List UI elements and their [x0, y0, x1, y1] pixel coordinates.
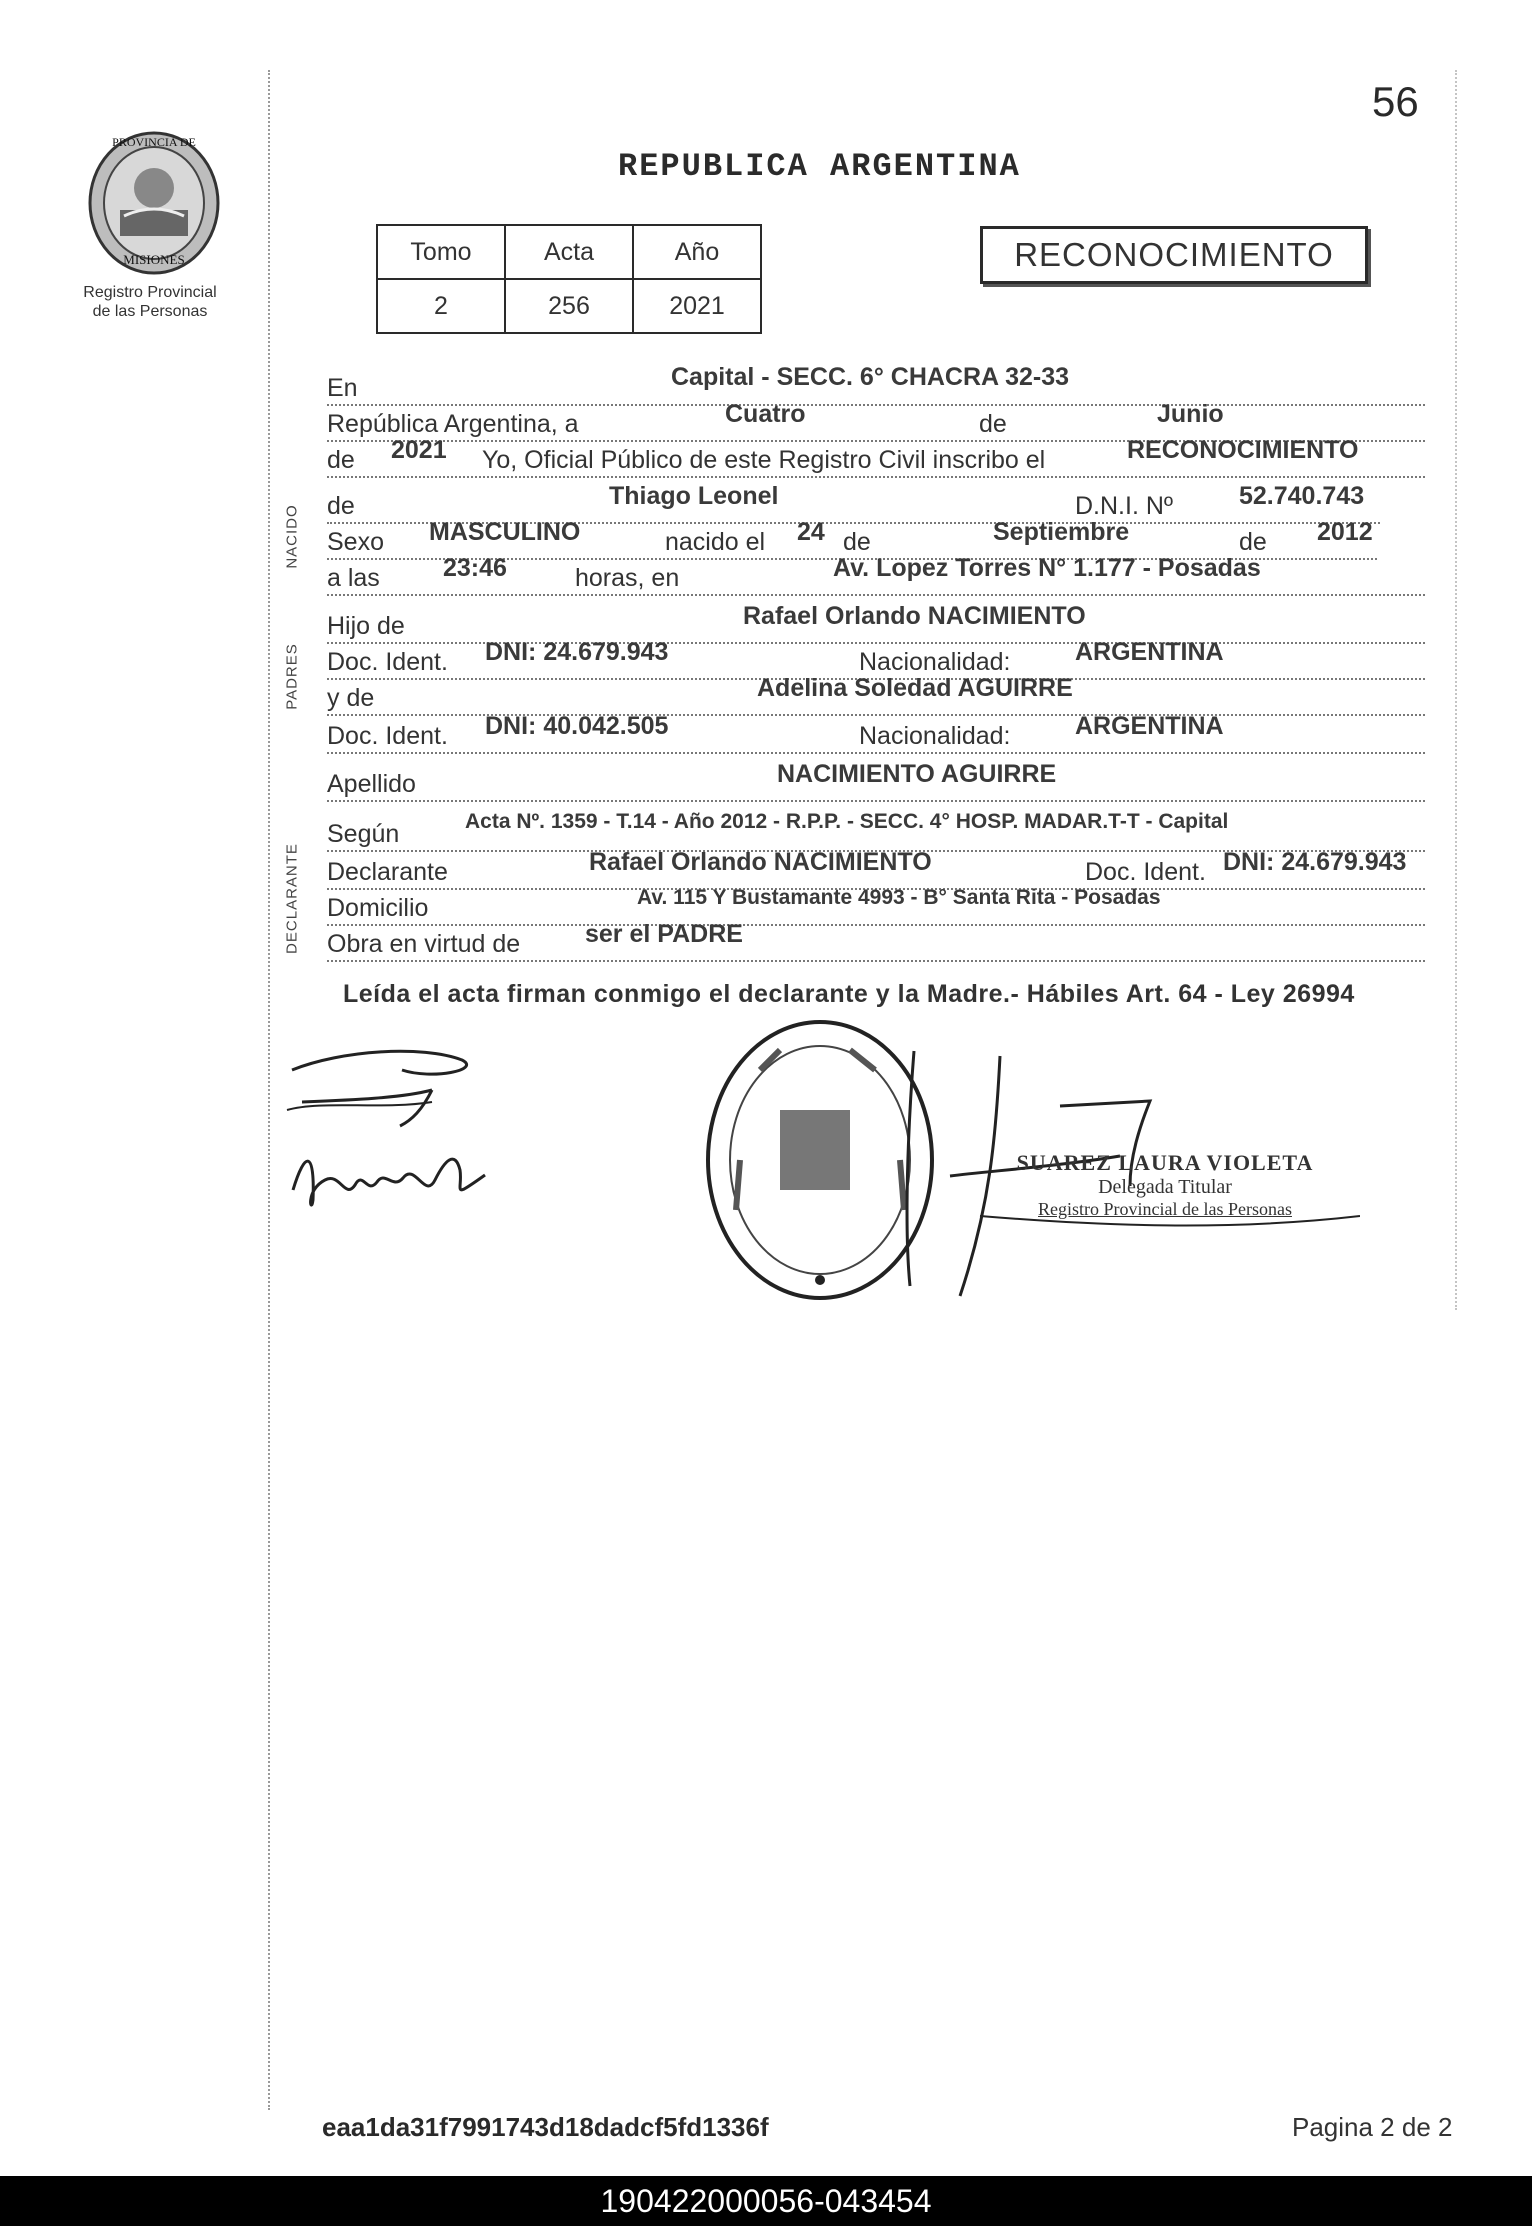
field-row-mother	[327, 674, 1425, 716]
document-hash: eaa1da31f7991743d18dadcf5fd1336f	[322, 2112, 769, 2142]
father-doc-value: DNI: 24.679.943	[485, 638, 669, 666]
a-las-label: a las	[327, 564, 384, 593]
table-cell: 2	[377, 279, 505, 333]
doc-label-3: Doc. Ident.	[1085, 858, 1210, 887]
hijo-label: Hijo de	[327, 612, 409, 641]
sex-value: MASCULINO	[429, 518, 581, 546]
seal-text-bottom: MISIONES	[123, 252, 185, 267]
official-registry: Registro Provincial de las Personas	[1038, 1199, 1292, 1219]
field-row-domicilio	[327, 886, 1425, 926]
inscribo-value: RECONOCIMIENTO	[1127, 436, 1359, 464]
mother-nationality-value: ARGENTINA	[1075, 712, 1224, 740]
yde-label: y de	[327, 684, 378, 713]
birth-month-value: Septiembre	[993, 518, 1130, 546]
side-label-nacido: NACIDO	[283, 504, 301, 569]
nacido-label: nacido el	[665, 528, 769, 557]
declarant-signature	[282, 1040, 512, 1130]
table-cell: 2021	[633, 279, 761, 333]
name-label: de	[327, 492, 359, 521]
official-title: Delegada Titular	[1098, 1176, 1232, 1198]
surname-value: NACIMIENTO AGUIRRE	[777, 760, 1057, 788]
field-row-declarante	[327, 848, 1425, 890]
doc-label: Doc. Ident.	[327, 648, 452, 677]
official-stamp-text	[1000, 1150, 1330, 1220]
mother-signature	[285, 1130, 505, 1220]
tomo-acta-anio-table	[376, 224, 762, 334]
registry-caption	[62, 283, 238, 321]
act-type-box: RECONOCIMIENTO	[980, 226, 1368, 284]
table-header-row	[377, 225, 761, 279]
oficial-text: Yo, Oficial Público de este Registro Civil inscribo el	[482, 446, 1049, 475]
seal-text-top: PROVINCIA DE	[112, 135, 196, 149]
horas-label: horas, en	[575, 564, 683, 593]
birth-place-value: Av. Lopez Torres N° 1.177 - Posadas	[833, 554, 1261, 582]
field-row-segun	[327, 810, 1425, 852]
declarante-value: Rafael Orlando NACIMIENTO	[589, 848, 932, 876]
doc-label-2: Doc. Ident.	[327, 722, 452, 751]
right-margin-line	[1455, 70, 1457, 1310]
field-row-en	[327, 363, 1425, 406]
field-row-obra	[327, 920, 1425, 962]
en-label: En	[327, 374, 362, 403]
sexo-label: Sexo	[327, 528, 388, 557]
table-header-cell: Tomo	[377, 225, 505, 279]
nacionalidad-label: Nacionalidad:	[859, 648, 1015, 677]
apellido-label: Apellido	[327, 770, 420, 799]
table-header-cell: Año	[633, 225, 761, 279]
month-value: Junio	[1157, 400, 1224, 428]
mother-name-value: Adelina Soledad AGUIRRE	[757, 674, 1073, 702]
republica-label: República Argentina, a	[327, 410, 583, 439]
child-dni-value: 52.740.743	[1239, 482, 1365, 510]
province-seal-logo	[84, 128, 224, 283]
field-row-mother-doc	[327, 712, 1425, 754]
document-title: REPUBLICA ARGENTINA	[618, 148, 1021, 185]
registry-caption-line2: de las Personas	[92, 303, 208, 320]
mother-doc-value: DNI: 40.042.505	[485, 712, 669, 740]
registry-caption-line1: Registro Provincial	[83, 284, 217, 301]
table-row	[377, 279, 761, 333]
field-row-time	[327, 554, 1425, 596]
page-number: 56	[1372, 78, 1419, 125]
place-value: Capital - SECC. 6° CHACRA 32-33	[671, 363, 1070, 391]
field-row-inscribo	[327, 436, 1425, 478]
child-name-value: Thiago Leonel	[609, 482, 779, 510]
nacionalidad-label-2: Nacionalidad:	[859, 722, 1015, 751]
field-row-surname	[327, 760, 1425, 802]
declarante-doc-value: DNI: 24.679.943	[1223, 848, 1407, 876]
official-name: SUAREZ LAURA VIOLETA	[1016, 1150, 1314, 1175]
closing-statement: Leída el acta firman conmigo el declarante y la Madre.- Hábiles Art. 64 - Ley 26994	[343, 980, 1355, 1008]
de-label: de	[979, 410, 1011, 439]
de-label-3: de	[843, 528, 875, 557]
table-cell: 256	[505, 279, 633, 333]
domicilio-value: Av. 115 Y Bustamante 4993 - B° Santa Rita - Posadas	[637, 886, 1161, 909]
segun-value: Acta Nº. 1359 - T.14 - Año 2012 - R.P.P. - SECC. 4° HOSP. MADAR.T-T - Capital	[465, 810, 1229, 833]
footer-code-bar: 190422000056-043454	[0, 2176, 1532, 2226]
birth-day-value: 24	[797, 518, 825, 546]
pagination: Pagina 2 de 2	[1292, 2112, 1453, 2142]
side-label-declarante: DECLARANTE	[283, 843, 301, 954]
side-label-padres: PADRES	[283, 643, 301, 710]
day-value: Cuatro	[725, 400, 806, 428]
segun-label: Según	[327, 820, 403, 849]
obra-value: ser el PADRE	[585, 920, 743, 948]
de-label-2: de	[327, 446, 359, 475]
de-label-4: de	[1239, 528, 1271, 557]
birth-time-value: 23:46	[443, 554, 507, 582]
declarante-label: Declarante	[327, 858, 452, 887]
table-header-cell: Acta	[505, 225, 633, 279]
year-value: 2021	[391, 436, 447, 464]
birth-year-value: 2012	[1317, 518, 1373, 546]
father-nationality-value: ARGENTINA	[1075, 638, 1224, 666]
obra-label: Obra en virtud de	[327, 930, 524, 959]
left-margin-line	[268, 70, 270, 2110]
domicilio-label: Domicilio	[327, 894, 432, 923]
dni-label: D.N.I. Nº	[1075, 492, 1177, 521]
father-name-value: Rafael Orlando NACIMIENTO	[743, 602, 1086, 630]
